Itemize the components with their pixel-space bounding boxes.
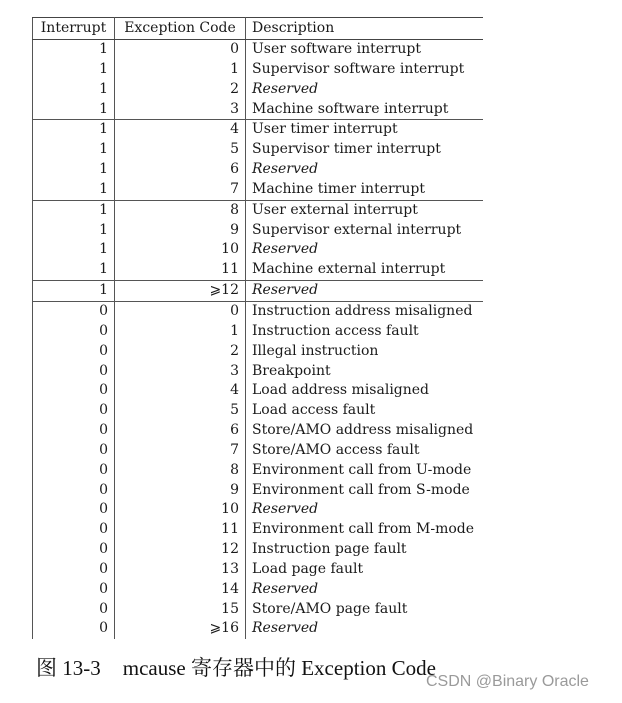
- cell-exception-code: 11: [115, 520, 246, 540]
- cell-description: Store/AMO page fault: [252, 600, 408, 617]
- cell-description: Environment call from U-mode: [252, 461, 472, 478]
- cell-interrupt: 1: [33, 260, 115, 280]
- table-row: [33, 580, 483, 600]
- header-exception-code: Exception Code: [115, 18, 246, 40]
- cell-exception-code: 5: [115, 140, 246, 160]
- cell-exception-code: 12: [115, 540, 246, 560]
- cell-exception-code: 1: [115, 60, 246, 80]
- watermark: CSDN @Binary Oracle: [426, 673, 589, 690]
- cell-description: Store/AMO address misaligned: [252, 422, 474, 439]
- cell-exception-code: 5: [115, 401, 246, 421]
- cell-exception-code: 8: [115, 200, 246, 220]
- cell-description: Environment call from S-mode: [252, 481, 470, 498]
- cell-interrupt: 1: [33, 240, 115, 260]
- cell-description: Store/AMO access fault: [252, 441, 420, 458]
- cell-description: Reserved: [246, 281, 483, 302]
- cell-description: Reserved: [252, 580, 319, 597]
- cell-interrupt: 1: [33, 120, 115, 140]
- table-row: [33, 540, 483, 560]
- cell-description: Supervisor software interrupt: [252, 60, 465, 77]
- table-header-row: [33, 18, 483, 40]
- cell-interrupt: 1: [33, 40, 115, 60]
- cell-exception-code: 2: [115, 342, 246, 362]
- cell-interrupt: 0: [33, 301, 115, 321]
- cell-exception-code: 15: [115, 600, 246, 620]
- cell-exception-code: 4: [115, 120, 246, 140]
- cell-interrupt: 1: [33, 160, 115, 180]
- cell-exception-code: 6: [115, 421, 246, 441]
- table-row: [33, 560, 483, 580]
- cell-interrupt: 0: [33, 619, 115, 639]
- cell-exception-code: ⩾16: [115, 619, 246, 639]
- cell-interrupt: 0: [33, 481, 115, 501]
- cell-description: Machine software interrupt: [246, 100, 483, 120]
- cell-exception-code: 9: [115, 481, 246, 501]
- cell-interrupt: 0: [33, 461, 115, 481]
- cell-description: Illegal instruction: [252, 342, 379, 359]
- cell-interrupt: 0: [33, 342, 115, 362]
- table-row: [33, 461, 483, 481]
- cell-exception-code: 8: [115, 461, 246, 481]
- table-row: [33, 301, 483, 321]
- cell-interrupt: 0: [33, 540, 115, 560]
- cell-exception-code: ⩾12: [115, 281, 246, 302]
- cell-interrupt: 0: [33, 580, 115, 600]
- exception-code-table-container: [32, 17, 482, 639]
- table-row: [33, 60, 483, 80]
- table-row: [33, 80, 483, 100]
- cell-exception-code: 0: [115, 301, 246, 321]
- table-row: [33, 500, 483, 520]
- table-row: [33, 221, 483, 241]
- table-row: [33, 481, 483, 501]
- cell-interrupt: 1: [33, 80, 115, 100]
- cell-interrupt: 0: [33, 560, 115, 580]
- cell-interrupt: 0: [33, 401, 115, 421]
- cell-exception-code: 13: [115, 560, 246, 580]
- cell-description: Environment call from M-mode: [252, 521, 475, 538]
- cell-description: Reserved: [252, 501, 319, 518]
- table-row: [33, 401, 483, 421]
- table-row: [33, 381, 483, 401]
- cell-interrupt: 1: [33, 180, 115, 200]
- cell-description: Reserved: [252, 241, 319, 258]
- table-row: [33, 40, 483, 60]
- cell-description: Machine external interrupt: [246, 260, 483, 280]
- table-row: [33, 120, 483, 140]
- figure-caption-text: mcause 寄存器中的 Exception Code: [122, 656, 436, 680]
- cell-exception-code: 1: [115, 322, 246, 342]
- cell-interrupt: 0: [33, 362, 115, 382]
- table-row: [33, 441, 483, 461]
- table-row: [33, 421, 483, 441]
- cell-exception-code: 7: [115, 180, 246, 200]
- table-row: [33, 520, 483, 540]
- table-row: [33, 140, 483, 160]
- cell-description: Supervisor timer interrupt: [252, 141, 441, 158]
- table-body: [33, 40, 483, 640]
- cell-description: Instruction access fault: [252, 322, 419, 339]
- cell-exception-code: 0: [115, 40, 246, 60]
- cell-interrupt: 1: [33, 221, 115, 241]
- cell-description: User software interrupt: [252, 41, 421, 57]
- header-description: Description: [246, 18, 483, 40]
- figure-number: 图 13-3: [36, 656, 101, 680]
- cell-interrupt: 1: [33, 100, 115, 120]
- table-row: [33, 342, 483, 362]
- cell-interrupt: 0: [33, 520, 115, 540]
- cell-exception-code: 7: [115, 441, 246, 461]
- cell-interrupt: 0: [33, 421, 115, 441]
- cell-description: Reserved: [252, 80, 319, 97]
- table-row: [33, 160, 483, 180]
- cell-description: Load address misaligned: [252, 382, 430, 399]
- table-row: [33, 180, 483, 200]
- cell-description: User timer interrupt: [252, 121, 398, 138]
- cell-description: Breakpoint: [252, 362, 331, 379]
- cell-interrupt: 0: [33, 500, 115, 520]
- cell-exception-code: 4: [115, 381, 246, 401]
- cell-exception-code: 10: [115, 240, 246, 260]
- cell-description: Load page fault: [252, 560, 364, 577]
- cell-exception-code: 9: [115, 221, 246, 241]
- cell-exception-code: 2: [115, 80, 246, 100]
- cell-exception-code: 3: [115, 362, 246, 382]
- cell-exception-code: 11: [115, 260, 246, 280]
- cell-interrupt: 0: [33, 381, 115, 401]
- cell-description: Reserved: [252, 161, 319, 178]
- table-row: [33, 619, 483, 639]
- cell-description: Instruction address misaligned: [252, 302, 473, 319]
- cell-description: Reserved: [252, 620, 319, 637]
- table-row: [33, 260, 483, 280]
- table-row: [33, 240, 483, 260]
- cell-interrupt: 0: [33, 322, 115, 342]
- cell-interrupt: 0: [33, 600, 115, 620]
- cell-exception-code: 10: [115, 500, 246, 520]
- cell-description: Supervisor external interrupt: [252, 221, 462, 238]
- table-row: [33, 100, 483, 120]
- cell-exception-code: 3: [115, 100, 246, 120]
- figure-caption: [36, 652, 436, 682]
- table-row: [33, 281, 483, 302]
- cell-exception-code: 6: [115, 160, 246, 180]
- cell-description: Load access fault: [252, 402, 376, 419]
- cell-description: Machine timer interrupt: [246, 180, 483, 200]
- table-row: [33, 200, 483, 220]
- cell-exception-code: 14: [115, 580, 246, 600]
- cell-description: Instruction page fault: [252, 541, 407, 558]
- cell-interrupt: 1: [33, 140, 115, 160]
- exception-code-table: [32, 17, 483, 639]
- cell-interrupt: 0: [33, 441, 115, 461]
- table-row: [33, 362, 483, 382]
- table-row: [33, 322, 483, 342]
- header-interrupt: Interrupt: [33, 18, 115, 40]
- table-row: [33, 600, 483, 620]
- cell-interrupt: 1: [33, 281, 115, 302]
- cell-interrupt: 1: [33, 200, 115, 220]
- cell-interrupt: 1: [33, 60, 115, 80]
- cell-description: User external interrupt: [252, 201, 418, 218]
